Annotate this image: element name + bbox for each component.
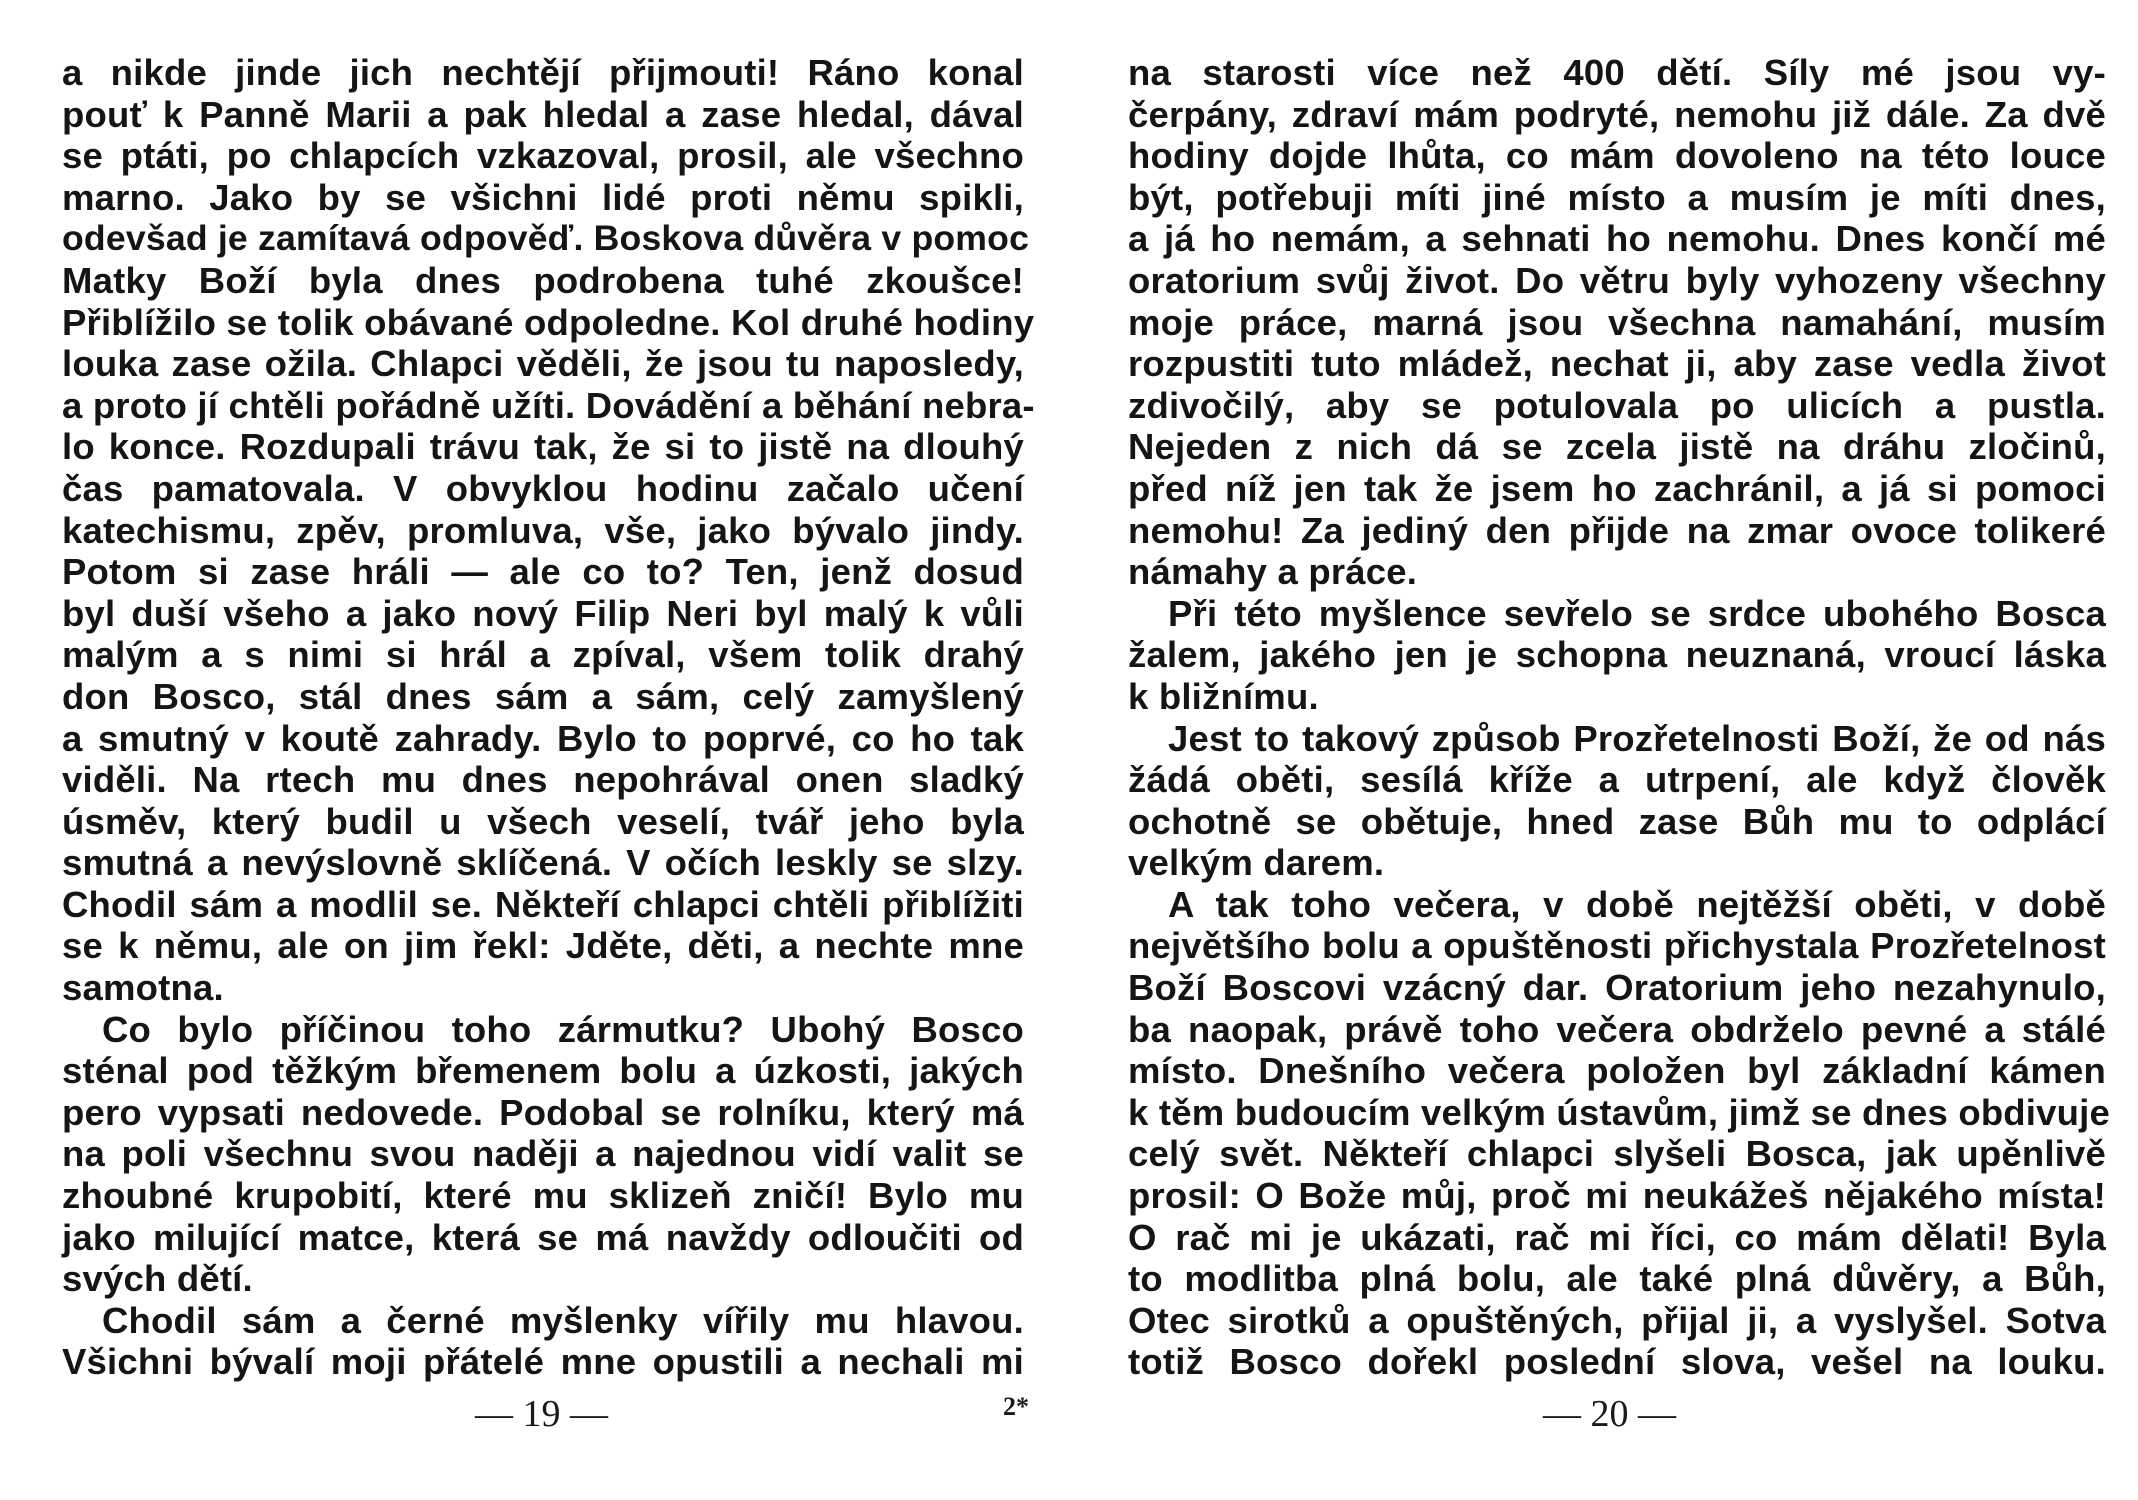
signature-mark: 2* — [1003, 1392, 1029, 1421]
text-line: viděli. Na rtech mu dnes nepohrával onen sladký — [62, 759, 1024, 801]
text-line: a smutný v koutě zahrady. Bylo to poprvé, co ho tak — [62, 717, 1024, 759]
text-line: O rač mi je ukázati, rač mi říci, co mám dělati! Byla — [1128, 1216, 2106, 1258]
text-line: byl duší všeho a jako nový Filip Neri byl malý k vůli — [62, 592, 1024, 634]
text-line: Boží Boscovi vzácný dar. Oratorium jeho nezahynulo, — [1128, 967, 2106, 1009]
text-line: námahy a práce. — [1128, 551, 1418, 593]
text-line: být, potřebuji míti jiné místo a musím je míti dnes, — [1128, 176, 2106, 218]
text-line: louka zase ožila. Chlapci věděli, že jsou tu naposledy, — [62, 343, 1024, 385]
text-line: velkým darem. — [1128, 842, 1385, 884]
text-line: žádá oběti, sesílá kříže a utrpení, ale když člověk — [1128, 759, 2106, 801]
text-line: hodiny dojde lhůta, co mám dovoleno na této louce — [1128, 135, 2106, 177]
left-page-text — [62, 52, 1035, 1383]
text-line: žalem, jakého jen je schopna neuznaná, vroucí láska — [1128, 634, 2106, 676]
text-line: ba naopak, právě toho večera obdrželo pevné a stálé — [1128, 1008, 2106, 1050]
right-page — [1128, 52, 2110, 1383]
text-line: nemohu! Za jediný den přijde na zmar ovoce tolikeré — [1128, 509, 2106, 551]
text-line: čas pamatovala. V obvyklou hodinu začalo učení — [62, 467, 1024, 509]
page-number-right: — 20 — — [1543, 1393, 1676, 1435]
text-line: a nikde jinde jich nechtějí přijmouti! Ráno konal — [62, 52, 1024, 93]
text-line: don Bosco, stál dnes sám a sám, celý zamyšlený — [62, 675, 1024, 717]
text-line: k bližnímu. — [1128, 675, 1319, 717]
text-line: lo konce. Rozdupali trávu tak, že si to jistě na dlouhý — [62, 426, 1024, 468]
text-line: malým a s nimi si hrál a zpíval, všem tolik drahý — [62, 634, 1024, 676]
text-line: moje práce, marná jsou všechna namahání, musím — [1128, 301, 2106, 343]
text-line: totiž Bosco dořekl poslední slova, vešel na louku. — [1128, 1341, 2106, 1383]
text-line: se k němu, ale on jim řekl: Jděte, děti, a nechte mne — [62, 925, 1024, 967]
text-line: před níž jen tak že jsem ho zachránil, a já si pomoci — [1128, 467, 2106, 509]
text-line: na poli všechnu svou naději a najednou vidí valit se — [62, 1133, 1024, 1175]
text-line: Potom si zase hráli — ale co to? Ten, jenž dosud — [62, 551, 1024, 593]
text-line: odevšad je zamítavá odpověď. Boskova důvěra v pomoc — [62, 218, 1030, 259]
text-line: zhoubné krupobití, které mu sklizeň zničí! Bylo mu — [62, 1175, 1024, 1217]
text-line: a proto jí chtěli pořádně užíti. Dovádění a běhání nebra- — [62, 384, 1035, 426]
text-line: čerpány, zdraví mám podryté, nemohu již dále. Za dvě — [1128, 93, 2106, 135]
text-line: rozpustiti tuto mládež, nechat ji, aby zase vedla život — [1128, 343, 2106, 385]
text-line: Všichni bývalí moji přátelé mne opustili a nechali mi — [62, 1341, 1024, 1383]
text-line: sténal pod těžkým břemenem bolu a úzkosti, jakých — [62, 1050, 1024, 1092]
right-page-text — [1128, 52, 2110, 1383]
text-line: Při této myšlence sevřelo se srdce ubohého Bosca — [1168, 592, 2106, 634]
text-line: místo. Dnešního večera položen byl základní kámen — [1128, 1050, 2106, 1092]
text-line: největšího bolu a opuštěnosti přichystala Prozřetelnost — [1128, 925, 2106, 967]
text-line: Co bylo příčinou toho zármutku? Ubohý Bosco — [102, 1008, 1024, 1050]
text-line: k těm budoucím velkým ústavům, jimž se dnes obdivuje — [1128, 1091, 2110, 1133]
text-line: celý svět. Někteří chlapci slyšeli Bosca, jak upěnlivě — [1128, 1133, 2106, 1175]
text-line: prosil: O Bože můj, proč mi neukážeš nějakého místa! — [1128, 1175, 2106, 1217]
text-line: úsměv, který budil u všech veselí, tvář jeho byla — [62, 800, 1024, 842]
left-page — [62, 52, 1035, 1383]
text-line: Chodil sám a modlil se. Někteří chlapci chtěli přiblížiti — [62, 883, 1024, 925]
text-line: na starosti více než 400 dětí. Síly mé jsou vy- — [1128, 52, 2106, 93]
text-line: jako milující matce, která se má navždy odloučiti od — [62, 1216, 1024, 1258]
text-line: A tak toho večera, v době nejtěžší oběti, v době — [1168, 883, 2106, 925]
text-line: Chodil sám a černé myšlenky vířily mu hlavou. — [102, 1299, 1024, 1341]
text-line: Otec sirotků a opuštěných, přijal ji, a vyslyšel. Sotva — [1128, 1299, 2106, 1341]
text-line: pero vypsati nedovede. Podobal se rolníku, který má — [62, 1091, 1024, 1133]
text-line: ochotně se obětuje, hned zase Bůh mu to odplácí — [1128, 800, 2106, 842]
text-line: a já ho nemám, a sehnati ho nemohu. Dnes končí mé — [1128, 218, 2106, 260]
text-line: svých dětí. — [62, 1258, 253, 1300]
text-line: zdivočilý, aby se potulovala po ulicích a pustla. — [1128, 384, 2106, 426]
text-line: Jest to takový způsob Prozřetelnosti Boží, že od nás — [1168, 717, 2106, 759]
text-line: Přiblížilo se tolik obávané odpoledne. Kol druhé hodiny — [62, 301, 1035, 343]
text-line: oratorium svůj život. Do větru byly vyhozeny všechny — [1128, 259, 2106, 301]
text-line: katechismu, zpěv, promluva, vše, jako bývalo jindy. — [62, 509, 1024, 551]
text-line: marno. Jako by se všichni lidé proti němu spikli, — [62, 176, 1024, 218]
text-line: Matky Boží byla dnes podrobena tuhé zkoušce! — [62, 259, 1024, 301]
text-line: samotna. — [62, 967, 224, 1009]
text-line: se ptáti, po chlapcích vzkazoval, prosil, ale všechno — [62, 135, 1024, 177]
text-line: to modlitba plná bolu, ale také plná důvěry, a Bůh, — [1128, 1258, 2106, 1300]
page-number-left: — 19 — — [475, 1393, 608, 1435]
text-line: pouť k Panně Marii a pak hledal a zase hledal, dával — [62, 93, 1024, 135]
text-line: smutná a nevýslovně sklíčená. V očích leskly se slzy. — [62, 842, 1024, 884]
text-line: Nejeden z nich dá se zcela jistě na dráhu zločinů, — [1128, 426, 2106, 468]
